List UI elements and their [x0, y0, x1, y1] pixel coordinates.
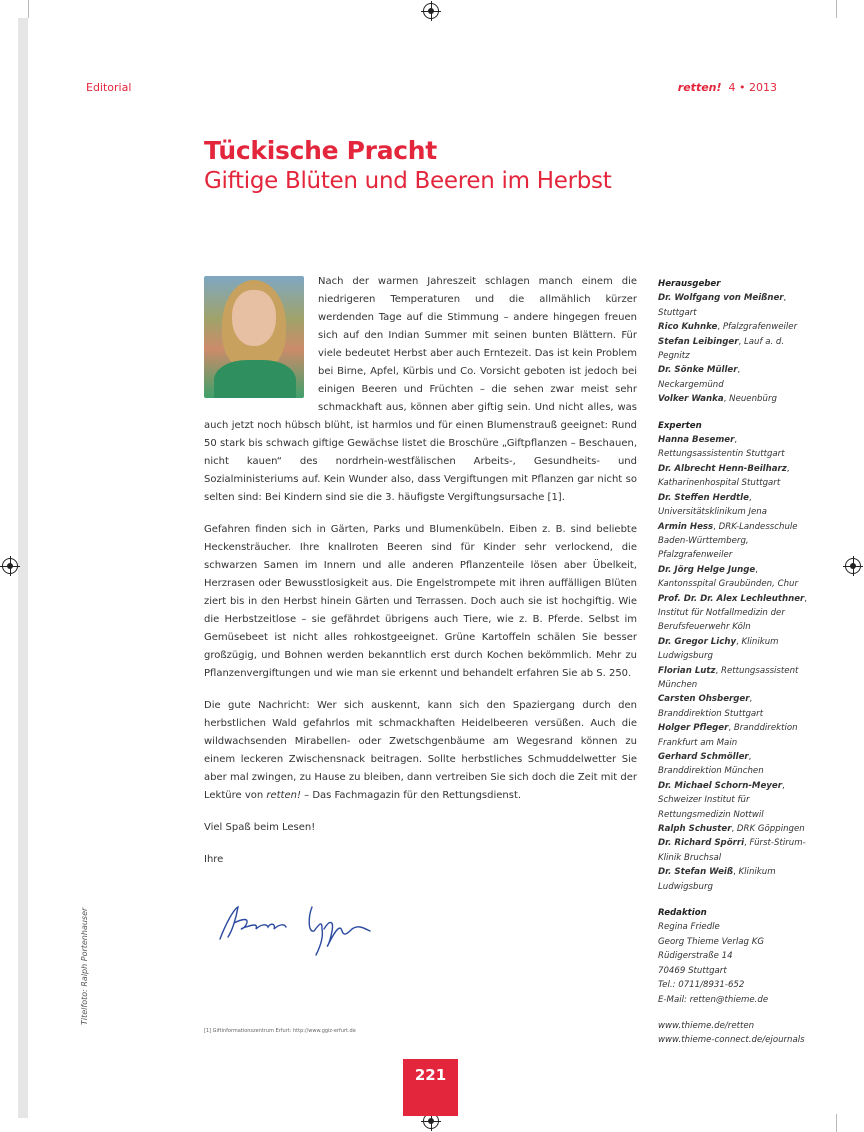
experts-list: [658, 433, 808, 894]
registration-mark-icon: [2, 558, 18, 574]
sidebar-entry: Dr. Jörg Helge Junge, Kantonsspital Graubünden, Chur: [658, 564, 799, 590]
sidebar-entry: Dr. Wolfgang von Meißner, Stuttgart: [658, 293, 787, 318]
sidebar-entry: Rico Kuhnke, Pfalzgrafenweiler: [658, 322, 798, 333]
sidebar-line: E-Mail: retten@thieme.de: [658, 994, 769, 1005]
issue-label: [678, 81, 777, 94]
sidebar-entry: Ralph Schuster, DRK Göppingen: [658, 824, 805, 835]
journal-mention: retten!: [266, 790, 301, 801]
publishers-heading: Herausgeber: [658, 279, 721, 289]
sidebar-entry: Holger Pfleger, Branddirektion Frankfurt am Main: [658, 723, 798, 748]
editorial-body: [204, 273, 637, 883]
page-gutter: [18, 18, 28, 1118]
paragraph-3: Die gute Nachricht: Wer sich auskennt, kann sich den Spaziergang durch den herbstlichen Wald gefahrlos mit schmackhaften Heidelbeeren versüßen. Auch die wildwachsenden Mirabellen- oder Zwetschgenbäume am Wegesrand können zu einem leckeren Zwischensnack beitragen. Sollte herbstliches Schmuddelwetter Sie aber mal zwingen, zu Hause zu bleiben, dann vertreiben Sie sich doch die Zeit mit der Lektüre von retten! – Das Fachmagazin für den Rettungsdienst.: [204, 700, 637, 801]
section-label: Editorial: [86, 81, 132, 94]
page-number: 221: [414, 1066, 447, 1084]
registration-mark-icon: [845, 558, 861, 574]
page-number-box: [403, 1059, 458, 1116]
sidebar-entry: Dr. Sönke Müller, Neckargemünd: [658, 365, 741, 390]
sidebar-entry: Prof. Dr. Dr. Alex Lechleuthner, Institut für Notfallmedizin der Berufsfeuerwehr Köln: [658, 593, 808, 633]
crop-mark: [836, 0, 837, 18]
journal-name: retten!: [677, 81, 722, 94]
masthead-sidebar: [658, 277, 808, 1060]
crop-mark: [28, 0, 29, 18]
sidebar-entry: Stefan Leibinger, Lauf a. d. Pegnitz: [658, 336, 785, 362]
web-links: [658, 1019, 808, 1048]
sidebar-entry: Carsten Ohsberger, Branddirektion Stuttgart: [658, 694, 764, 719]
paragraph-2: Gefahren finden sich in Gärten, Parks und Blumenkübeln. Eiben z. B. sind beliebte Heckensträucher. Ihre knallroten Beeren sind für Kinder sehr verlockend, die schwarzen Samen im Innern und alle anderen Pflanzenteile lösen aber Übelkeit, Herzrasen oder Bewusstlosigkeit aus. Die Engelstrompete mit ihren auffälligen Blüten ziert bis in den Herbst hinein Gärten und Terrassen. Doch auch sie ist hochgiftig. Wie die Herbstzeitlose – sie gefährdet übrigens auch Tiere, wie z. B. Pferde. Selbst im Gemüsebeet ist nicht alles rohkostgeeignet. Grüne Kartoffeln schälen Sie besser großzügig, und Bohnen werden bekanntlich erst durch Kochen bekömmlich. Mehr zu Pflanzenvergiftungen und wie man sie erkennt und behandelt erfahren Sie ab S. 250.: [204, 524, 637, 679]
article-title: Tückische Pracht: [204, 136, 437, 165]
signature: [212, 893, 382, 963]
sidebar-entry: Armin Hess, DRK-Landesschule Baden-Württemberg, Pfalzgrafenweiler: [658, 521, 798, 561]
sidebar-entry: Dr. Steffen Herdtle, Universitätsklinikum Jena: [658, 492, 768, 518]
experts-group: [658, 419, 808, 894]
sidebar-entry: Dr. Michael Schorn-Meyer, Schweizer Institut für Rettungsmedizin Nottwil: [658, 780, 785, 820]
crop-mark: [836, 1114, 837, 1132]
editorial-contact: [658, 920, 808, 1006]
sidebar-line: www.thieme-connect.de/ejournals: [658, 1035, 805, 1046]
sidebar-entry: Dr. Richard Spörri, Fürst-Stirum-Klinik Bruchsal: [658, 838, 806, 863]
editorial-heading: Redaktion: [658, 908, 707, 919]
registration-mark-icon: [423, 3, 439, 19]
closing-line: Viel Spaß beim Lesen!: [204, 822, 316, 833]
paragraph-1: Nach der warmen Jahreszeit schlagen manch einem die niedrigeren Temperaturen und die allmählich kürzer werdenden Tage auf die Stimmung – andere hingegen freuen sich auf den Indian Summer mit seinen bunten Blättern. Für viele bedeutet Herbst aber auch Erntezeit. Das ist kein Problem bei Birne, Apfel, Kürbis und Co. Vorsicht geboten ist jedoch bei einigen Beeren und Früchten – die sehen zwar meist sehr schmackhaft aus, können aber giftig sein. Und nicht alles, was auch jetzt noch hübsch blüht, ist harmlos und für einen Blumenstrauß geeignet: Rund 50 stark bis schwach giftige Gewächse listet die Broschüre „Giftpflanzen – Beschauen, nicht kauen“ des nordrhein-westfälischen Arbeits-, Gesundheits- und Sozialministeriums auf. Kein Wunder also, dass Vergiftungen mit Pflanzen gar nicht so selten sind: Bei Kindern sind sie die 3. häufigste Vergiftungsursache [1].: [204, 276, 637, 503]
sidebar-line: www.thieme.de/retten: [658, 1020, 755, 1031]
sidebar-entry: Dr. Gregor Lichy, Klinikum Ludwigsburg: [658, 636, 779, 662]
sidebar-line: Regina Friedle: [658, 922, 720, 933]
publishers-group: [658, 277, 808, 407]
sidebar-line: 70469 Stuttgart: [658, 965, 727, 976]
sidebar-entry: Hanna Besemer, Rettungsassistentin Stuttgart: [658, 435, 785, 460]
sidebar-entry: Volker Wanka, Neuenbürg: [658, 394, 777, 405]
sidebar-line: Rüdigerstraße 14: [658, 951, 733, 962]
publishers-list: [658, 291, 808, 406]
sidebar-entry: Florian Lutz, Rettungsassistent München: [658, 665, 799, 690]
sidebar-line: Tel.: 0711/8931-652: [658, 980, 745, 991]
footnote: [1] Giftinformationszentrum Erfurt: http://www.ggiz-erfurt.de: [204, 1028, 356, 1034]
sidebar-line: Georg Thieme Verlag KG: [658, 936, 765, 947]
sidebar-entry: Dr. Stefan Weiß, Klinikum Ludwigsburg: [658, 867, 776, 892]
article-subtitle: Giftige Blüten und Beeren im Herbst: [204, 168, 612, 194]
closing-salutation: Ihre: [204, 854, 224, 865]
author-photo: [204, 276, 304, 398]
sidebar-entry: Gerhard Schmöller, Branddirektion München: [658, 752, 764, 777]
photo-credit: Titelfoto: Ralph Portenhauser: [80, 907, 89, 1025]
issue-number: 4 • 2013: [728, 81, 777, 94]
sidebar-entry: Dr. Albrecht Henn-Beilharz, Katharinenhospital Stuttgart: [658, 463, 790, 489]
editorial-group: [658, 906, 808, 1007]
web-group: [658, 1019, 808, 1048]
experts-heading: Experten: [658, 420, 702, 431]
